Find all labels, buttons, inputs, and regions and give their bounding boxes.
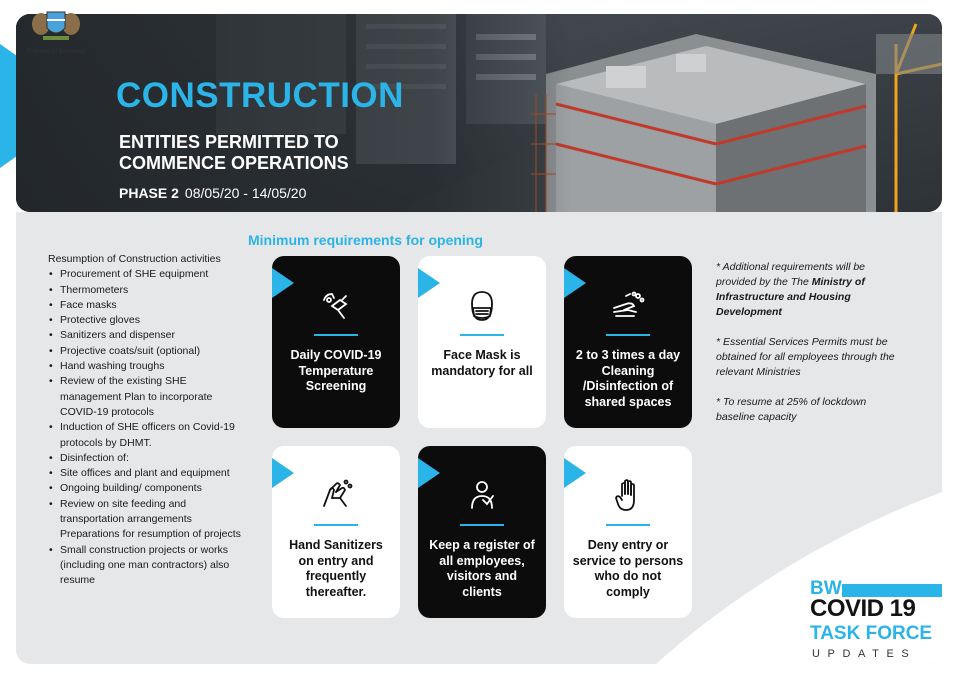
additional-notes <box>716 260 906 440</box>
list-item: • Projective coats/suit (optional) <box>48 344 248 359</box>
card-label: Keep a register of all employees, visitors and clients <box>429 538 535 599</box>
card-divider <box>460 334 504 336</box>
card-label: Deny entry or service to persons who do not comply <box>572 538 684 599</box>
card-divider <box>460 524 504 526</box>
card-temperature-screening <box>272 256 400 428</box>
list-item: • Small construction projects or works (including one man contractors) also resume <box>48 543 248 589</box>
card-register <box>418 446 546 618</box>
logo-caption: Republic of Botswana <box>26 49 86 55</box>
card-divider <box>314 334 358 336</box>
phase-label: PHASE 2 <box>119 185 179 201</box>
card-tab <box>272 458 294 488</box>
hand-sanitizer-icon <box>316 476 356 516</box>
card-divider <box>606 334 650 336</box>
card-deny-entry <box>564 446 692 618</box>
task-force-badge <box>802 578 952 668</box>
card-tab <box>418 458 440 488</box>
list-item: • Review of the existing SHE management Plan to incorporate COVID-19 protocols <box>48 374 248 420</box>
note-2: * Essential Services Permits must be obtained for all employees through the relevant Ministries <box>716 336 895 378</box>
badge-task-force: TASK FORCE <box>810 623 933 644</box>
page-title: CONSTRUCTION <box>116 76 404 115</box>
list-item: • Sanitizers and dispenser <box>48 328 248 343</box>
list-item: • Disinfection of: <box>48 451 248 466</box>
list-item: • Protective gloves <box>48 313 248 328</box>
card-tab <box>418 268 440 298</box>
stop-hand-icon <box>608 476 648 516</box>
card-hand-sanitizer <box>272 446 400 618</box>
list-item: • Review on site feeding and transportation arrangements Preparations for resumption of projects <box>48 497 248 543</box>
coat-of-arms-logo <box>22 6 90 56</box>
resumption-items <box>48 267 248 588</box>
card-tab <box>564 268 586 298</box>
resumption-intro: Resumption of Construction activities <box>48 253 221 265</box>
list-item: • Ongoing building/ components <box>48 481 248 496</box>
list-item: • Hand washing troughs <box>48 359 248 374</box>
phase-info <box>119 185 306 201</box>
thermometer-icon <box>316 286 356 326</box>
requirements-heading: Minimum requirements for opening <box>248 232 483 248</box>
card-divider <box>606 524 650 526</box>
note-1 <box>716 260 906 320</box>
phase-dates: 08/05/20 - 14/05/20 <box>184 185 307 201</box>
note-1-text: * Additional requirements will be provided by the The <box>716 261 866 288</box>
list-item: • Induction of SHE officers on Covid-19 protocols by DHMT. <box>48 420 248 451</box>
face-mask-icon <box>462 286 502 326</box>
card-label: Daily COVID-19 Temperature Screening <box>290 348 382 393</box>
badge-updates: UPDATES <box>812 648 917 660</box>
card-cleaning <box>564 256 692 428</box>
card-divider <box>314 524 358 526</box>
list-item: • Face masks <box>48 298 248 313</box>
badge-covid: COVID 19 <box>810 595 916 622</box>
badge-bw: BW <box>810 578 842 599</box>
cleaning-spray-icon <box>608 286 648 326</box>
card-label: 2 to 3 times a day Cleaning /Disinfection of shared spaces <box>575 348 681 409</box>
coat-of-arms-icon <box>29 6 83 42</box>
list-item: • Procurement of SHE equipment <box>48 267 248 282</box>
card-label: Hand Sanitizers on entry and frequently thereafter. <box>289 538 383 599</box>
note-1-ministry: Ministry of Infrastructure and Housing Development <box>716 276 865 318</box>
page-subtitle: ENTITIES PERMITTED TO COMMENCE OPERATIONS <box>119 132 349 173</box>
card-label: Face Mask is mandatory for all <box>431 348 533 378</box>
list-item: • Thermometers <box>48 283 248 298</box>
hero-banner <box>16 14 942 212</box>
note-3: * To resume at 25% of lockdown baseline capacity <box>716 396 867 423</box>
list-item: • Site offices and plant and equipment <box>48 466 248 481</box>
register-person-icon <box>462 476 502 516</box>
resumption-list <box>48 252 248 589</box>
card-face-mask <box>418 256 546 428</box>
card-tab <box>272 268 294 298</box>
card-tab <box>564 458 586 488</box>
